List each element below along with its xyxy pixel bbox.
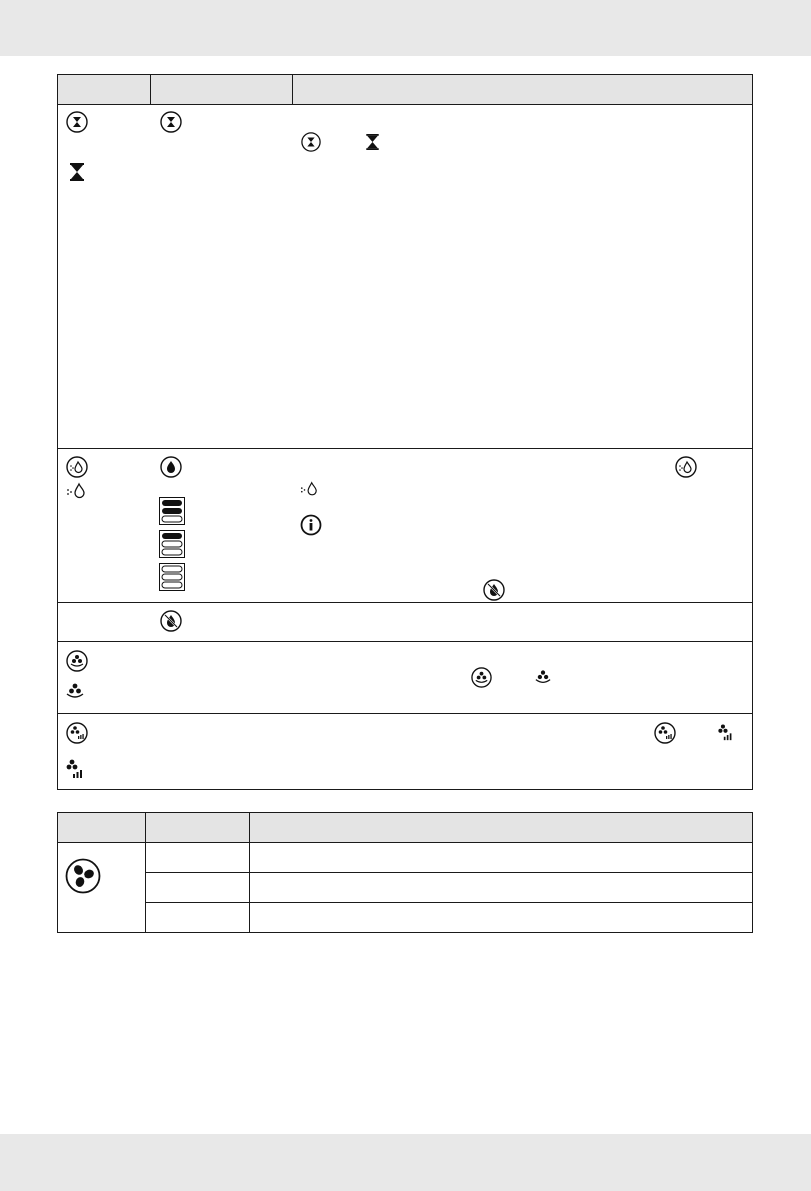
- swing-button-icon: [471, 667, 492, 688]
- column-divider: [150, 75, 151, 104]
- row-divider: [58, 842, 752, 843]
- fan-speed-table: [57, 812, 753, 933]
- timer-button-icon: [66, 111, 88, 133]
- row-divider: [58, 713, 752, 714]
- controls-table: [57, 74, 753, 790]
- fan-speed-table-header: [58, 813, 752, 842]
- column-divider: [292, 75, 293, 104]
- fan-icon: [65, 858, 101, 894]
- humidify-display-icon: [65, 481, 87, 501]
- humidify-button-icon: [675, 456, 697, 478]
- timer-display-icon: [69, 163, 85, 181]
- fan-speed-display-icon: [65, 758, 85, 780]
- no-water-icon: [483, 579, 505, 601]
- fan-speed-display-icon: [717, 723, 734, 742]
- water-level-full-icon: [159, 497, 185, 525]
- humidify-display-icon: [299, 480, 319, 498]
- row-divider: [145, 902, 752, 903]
- timer-indicator-icon: [160, 111, 182, 133]
- row-divider: [58, 641, 752, 642]
- swing-display-icon: [534, 669, 552, 685]
- footer-band: [0, 1134, 811, 1191]
- water-level-medium-icon: [159, 530, 185, 558]
- water-level-empty-icon: [159, 563, 185, 591]
- info-icon: [300, 514, 322, 536]
- fan-speed-button-icon: [66, 722, 88, 744]
- timer-button-icon: [301, 132, 321, 152]
- fan-speed-button-icon: [654, 722, 676, 744]
- humidify-button-icon: [66, 456, 88, 478]
- row-divider: [58, 104, 752, 105]
- controls-table-header: [58, 75, 752, 104]
- row-divider: [58, 602, 752, 603]
- no-water-icon: [160, 610, 182, 632]
- timer-display-icon: [365, 134, 380, 150]
- swing-button-icon: [66, 650, 88, 672]
- header-band: [0, 0, 811, 56]
- swing-display-icon: [65, 682, 85, 700]
- water-drop-icon: [160, 456, 182, 478]
- row-divider: [58, 448, 752, 449]
- row-divider: [145, 872, 752, 873]
